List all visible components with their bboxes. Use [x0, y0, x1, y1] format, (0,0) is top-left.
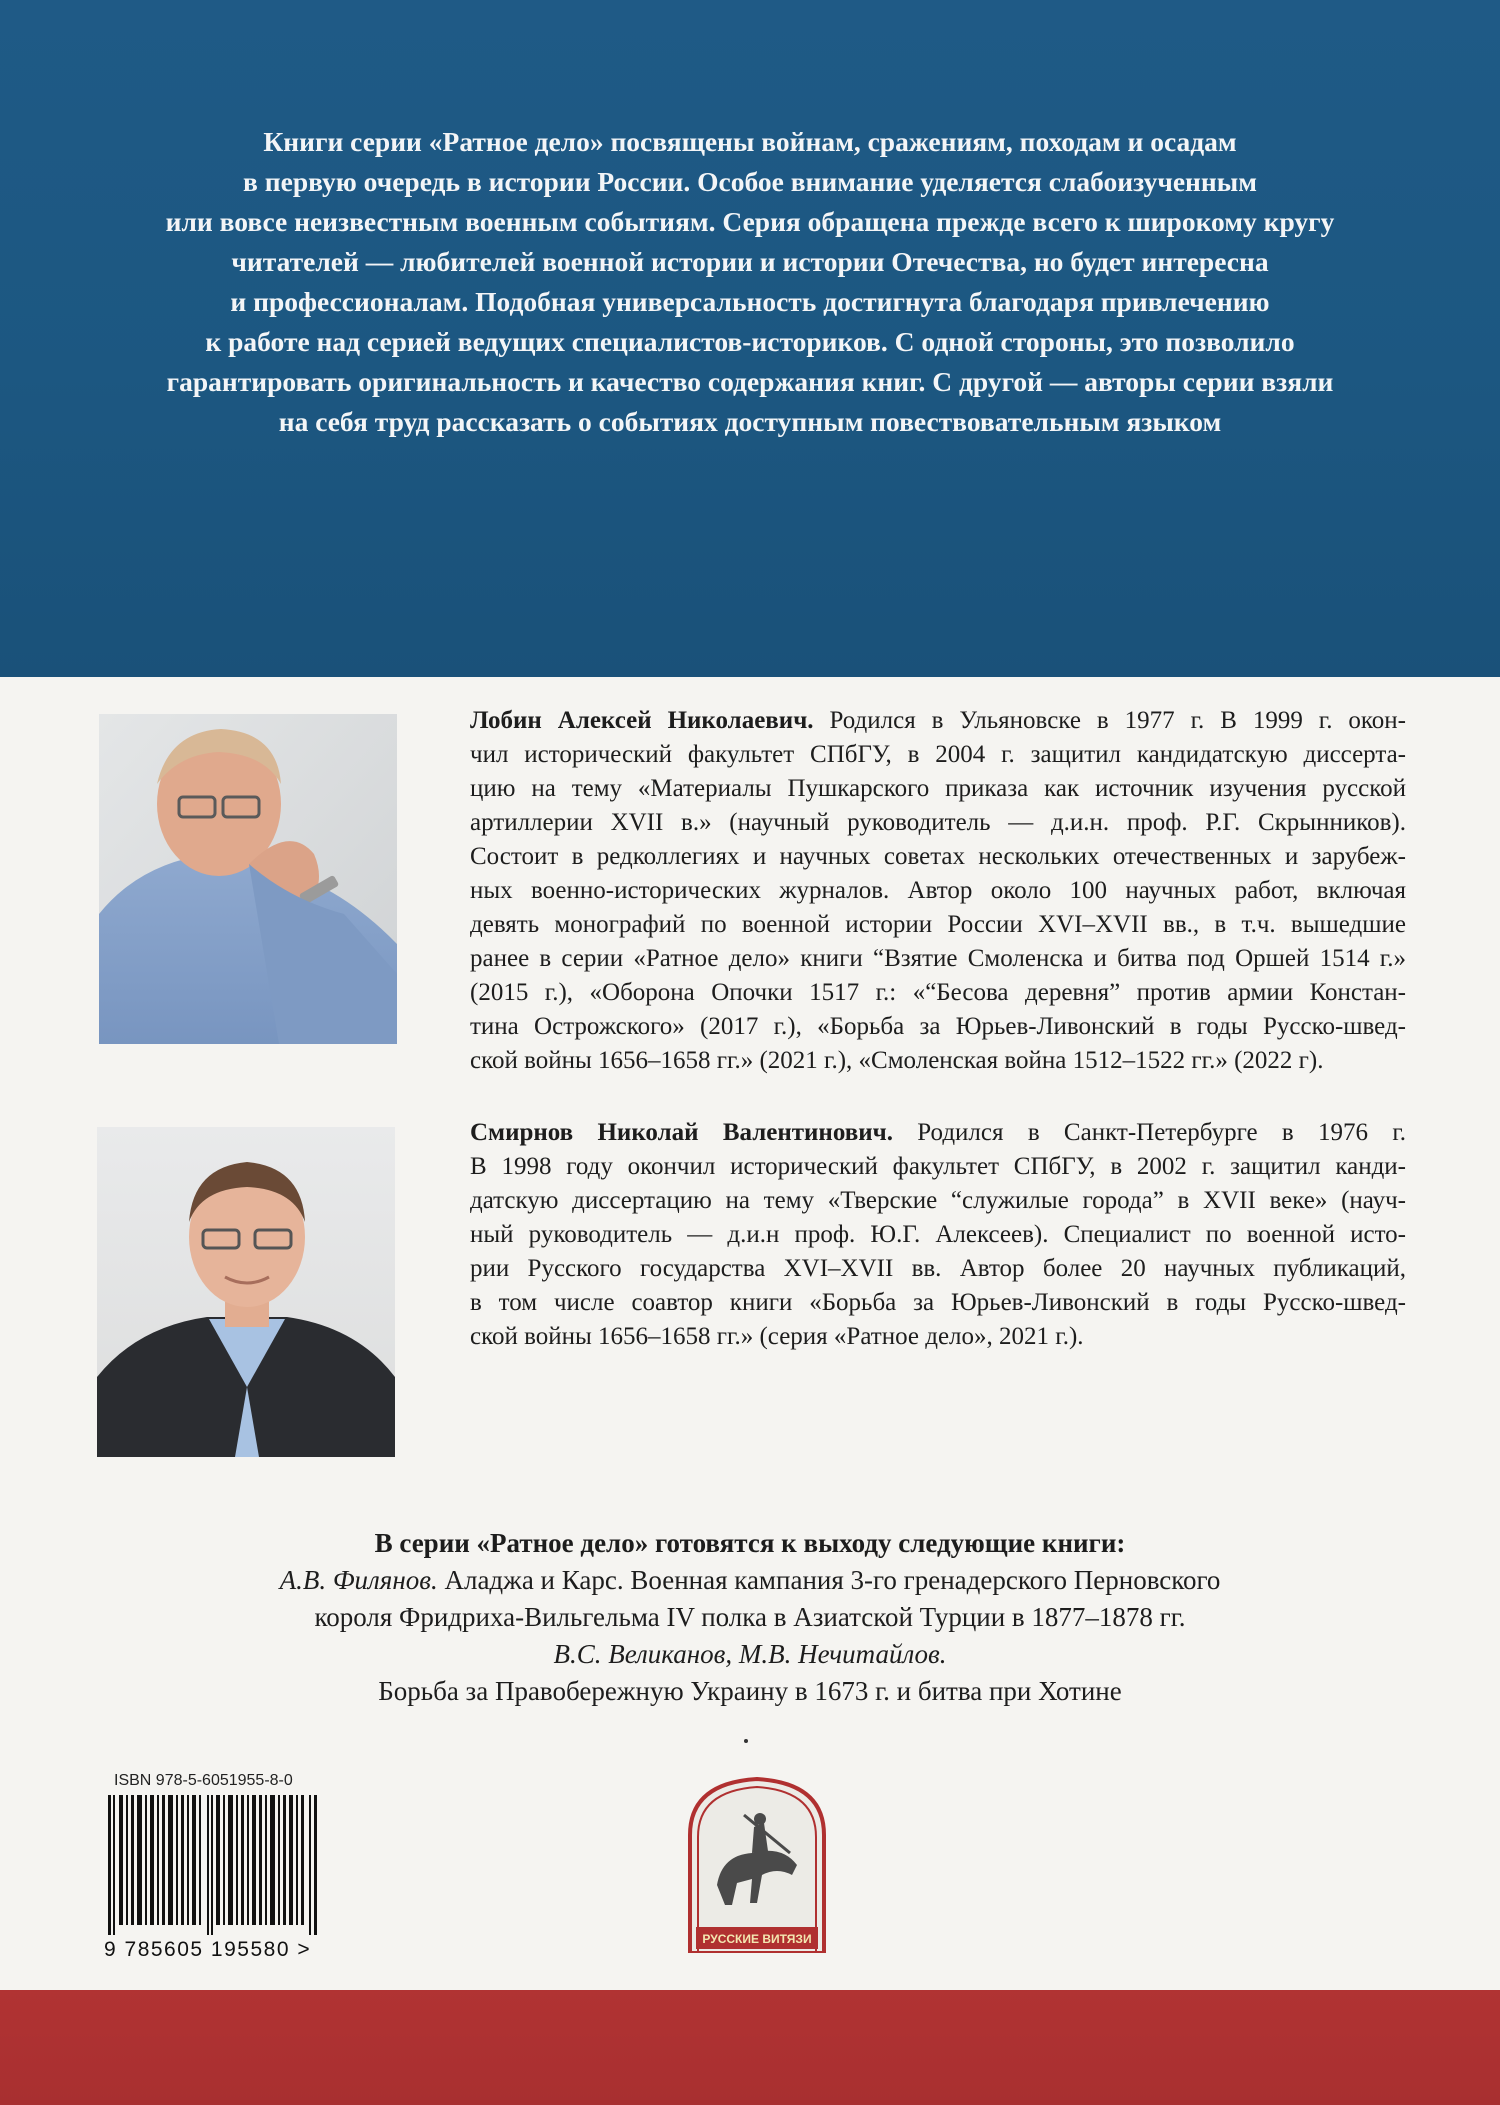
publisher-logo	[682, 1775, 832, 1953]
bio-line: ных военно-исторических журналов. Автор около 100 научных работ, включая	[470, 877, 1406, 904]
bio-line: рии Русского государства XVI–XVII вв. Автор более 20 научных публикаций,	[470, 1255, 1406, 1282]
barcode-digits: 9 785605 195580 >	[104, 1938, 312, 1961]
series-line: гарантировать оригинальность и качество содержания книг. С другой — авторы серии взяли	[166, 366, 1334, 397]
author-name: Лобин Алексей Николаевич.	[470, 707, 814, 734]
bio-line: ранее в серии «Ратное дело» книги “Взятие Смоленска и битва под Оршей 1514 г.»	[470, 945, 1406, 972]
bio-line: ской войны 1656–1658 гг.» (серия «Ратное дело», 2021 г.).	[470, 1323, 1084, 1350]
series-line: Книги серии «Ратное дело» посвящены войнам, сражениям, походам и осадам	[263, 126, 1237, 157]
upcoming-books	[100, 1525, 1400, 1710]
bio-line: цию на тему «Материалы Пушкарского приказа как источник изучения русской	[470, 775, 1406, 802]
series-line: или вовсе неизвестным военным событиям. Серия обращена прежде всего к широкому кругу	[165, 206, 1335, 237]
bio-line: в том числе соавтор книги «Борьба за Юрьев-Ливонский в годы Русско-швед-	[470, 1289, 1406, 1316]
series-line: на себя труд рассказать о событиях доступным повествовательным языком	[278, 406, 1222, 437]
upcoming-book-2-authors: В.С. Великанов, М.В. Нечитайлов.	[553, 1639, 947, 1669]
bio-line: Смирнов Николай Валентинович. Родился в Санкт-Петербурге в 1976 г.	[470, 1119, 1407, 1146]
bio-line: Лобин Алексей Николаевич. Родился в Ульяновске в 1977 г. В 1999 г. окон-	[470, 707, 1406, 734]
dot-mark	[744, 1739, 748, 1743]
author-bio-lobin	[470, 704, 1406, 1078]
bio-line: ный руководитель — д.и.н проф. Ю.Г. Алексеев). Специалист по военной исто-	[470, 1221, 1406, 1248]
top-blue-band	[0, 0, 1500, 677]
series-line: к работе над серией ведущих специалистов-историков. С одной стороны, это позволило	[205, 326, 1295, 357]
barcode-icon	[108, 1795, 318, 1935]
bio-line: артиллерии XVII в.» (научный руководитель — д.и.н. проф. Р.Г. Скрынников).	[470, 809, 1406, 836]
bottom-red-band	[0, 1990, 1500, 2105]
author-photo-smirnov	[97, 1127, 395, 1457]
bio-line: ской войны 1656–1658 гг.» (2021 г.), «Смоленская война 1512–1522 гг.» (2022 г).	[470, 1047, 1324, 1074]
author-photo-lobin	[99, 714, 397, 1044]
bio-line: (2015 г.), «Оборона Опочки 1517 г.: «“Бесова деревня” против армии Констан-	[470, 979, 1406, 1006]
isbn-label: ISBN 978-5-6051955-8-0	[114, 1772, 293, 1789]
series-line: читателей — любителей военной истории и истории Отечества, но будет интересна	[231, 246, 1269, 277]
bio-line: тина Острожского» (2017 г.), «Борьба за Юрьев-Ливонский в годы Русско-швед-	[470, 1013, 1406, 1040]
bio-line: чил исторический факультет СПбГУ, в 2004 г. защитил кандидатскую диссерта-	[470, 741, 1406, 768]
series-line: в первую очередь в истории России. Особое внимание уделяется слабоизученным	[243, 166, 1257, 197]
book-author: А.В. Филянов.	[279, 1565, 438, 1595]
upcoming-book-1: А.В. Филянов. Аладжа и Карс. Военная кампания 3-го гренадерского Перновского	[279, 1565, 1221, 1595]
bio-line: В 1998 году окончил исторический факультет СПбГУ, в 2002 г. защитил канди-	[470, 1153, 1406, 1180]
upcoming-book-1-cont: короля Фридриха-Вильгельма IV полка в Азиатской Турции в 1877–1878 гг.	[314, 1602, 1186, 1632]
upcoming-heading: В серии «Ратное дело» готовятся к выходу следующие книги:	[374, 1528, 1126, 1558]
series-line: и профессионалам. Подобная универсальность достигнута благодаря привлечению	[230, 286, 1270, 317]
publisher-name: РУССКИЕ ВИТЯЗИ	[702, 1932, 812, 1946]
upcoming-book-2-title: Борьба за Правобережную Украину в 1673 г. и битва при Хотине	[378, 1676, 1122, 1706]
bio-line: девять монографий по военной истории России XVI–XVII вв., в т.ч. вышедшие	[470, 911, 1406, 938]
author-bio-smirnov	[470, 1116, 1406, 1354]
series-description	[80, 122, 1420, 442]
bio-line: датскую диссертацию на тему «Тверские “служилые города” в XVII веке» (науч-	[470, 1187, 1406, 1214]
bio-line: Состоит в редколлегиях и научных советах нескольких отечественных и зарубеж-	[470, 843, 1406, 870]
author-name: Смирнов Николай Валентинович.	[470, 1119, 893, 1146]
